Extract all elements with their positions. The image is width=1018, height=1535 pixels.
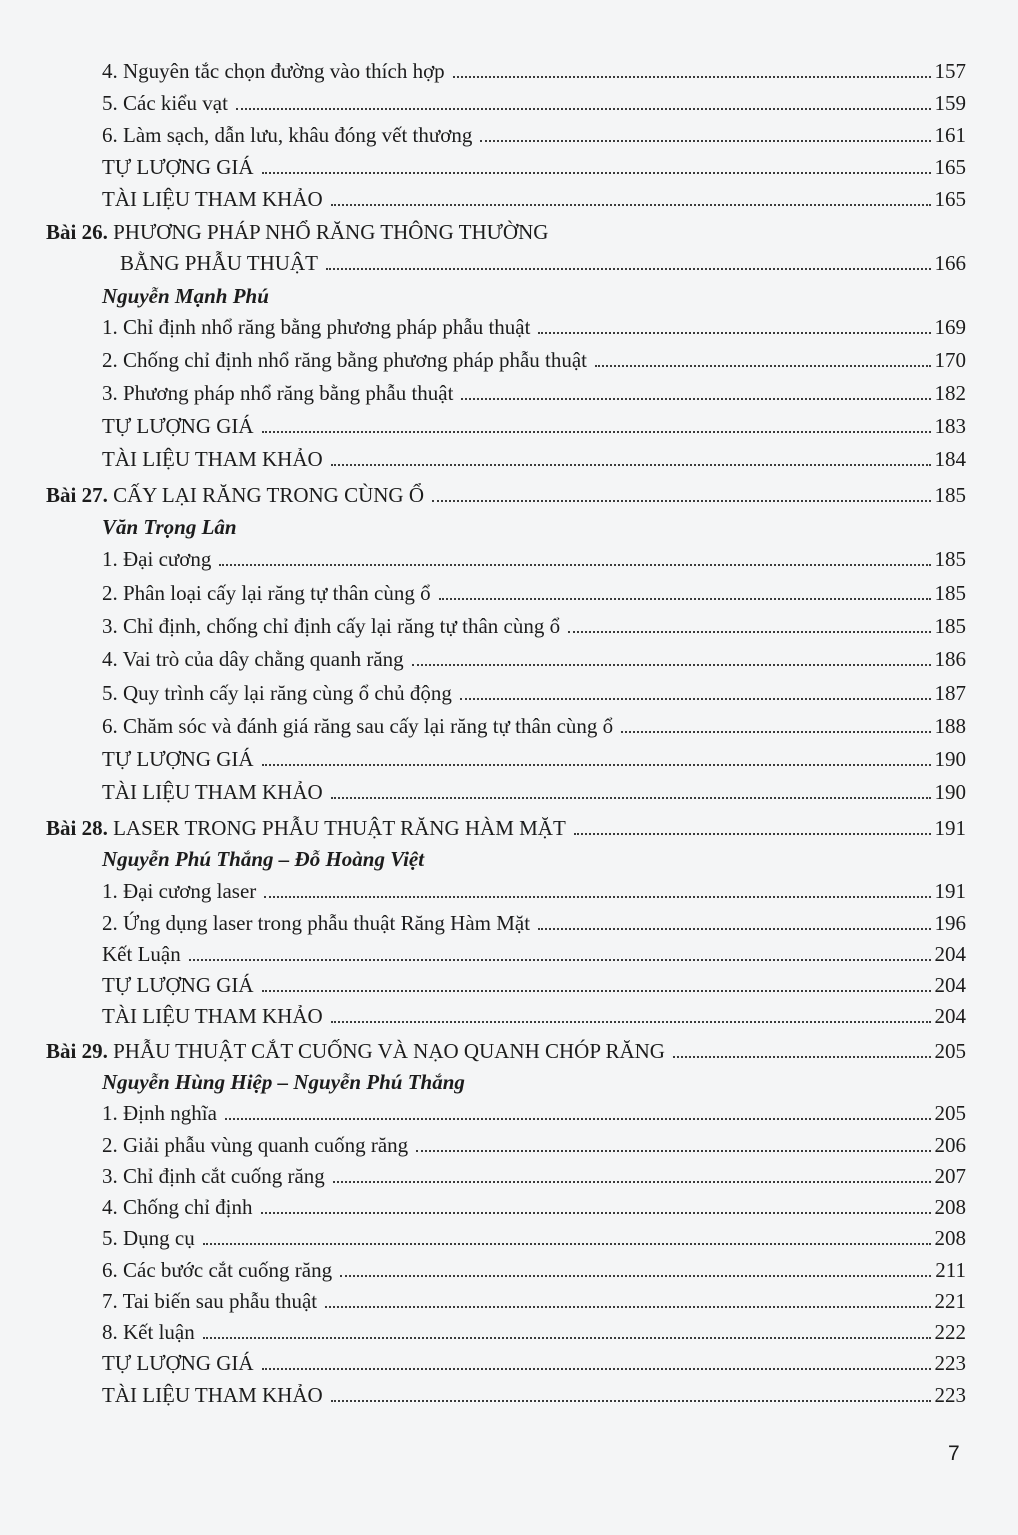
toc-page-number: 169 xyxy=(934,315,966,339)
dot-leader xyxy=(225,1118,931,1120)
dot-leader xyxy=(262,431,931,433)
toc-entry[interactable] xyxy=(102,546,966,572)
dot-leader xyxy=(412,664,931,666)
toc-entry-title: 3. Chỉ định cắt cuống răng xyxy=(102,1164,325,1188)
dot-leader xyxy=(331,797,931,799)
toc-page-number: 205 xyxy=(934,1101,966,1125)
toc-entry-title: 2. Chống chỉ định nhổ răng bằng phương pháp phẫu thuật xyxy=(102,348,587,372)
toc-entry[interactable] xyxy=(102,580,966,606)
toc-chapter-entry[interactable] xyxy=(120,250,966,276)
toc-entry-title: 4. Vai trò của dây chằng quanh răng xyxy=(102,647,404,671)
toc-entry-title: TÀI LIỆU THAM KHẢO xyxy=(102,780,323,804)
toc-page-number: 186 xyxy=(934,647,966,671)
dot-leader xyxy=(568,631,930,633)
dot-leader xyxy=(453,76,931,78)
dot-leader xyxy=(203,1243,931,1245)
toc-entry-title: TÀI LIỆU THAM KHẢO xyxy=(102,1383,323,1407)
toc-entry-title: 8. Kết luận xyxy=(102,1320,195,1344)
toc-entry[interactable] xyxy=(102,779,966,805)
toc-page-number: 208 xyxy=(934,1226,966,1250)
toc-entry-title: TỰ LƯỢNG GIÁ xyxy=(102,155,254,179)
toc-entry-title: 2. Ứng dụng laser trong phẫu thuật Răng Hàm Mặt xyxy=(102,911,531,935)
dot-leader xyxy=(673,1056,931,1058)
toc-entry[interactable] xyxy=(102,878,966,904)
dot-leader xyxy=(262,990,931,992)
dot-leader xyxy=(189,959,931,961)
toc-page-number: 182 xyxy=(934,381,966,405)
toc-entry[interactable] xyxy=(102,1003,966,1029)
toc-entry[interactable] xyxy=(102,1163,966,1189)
toc-chapter-entry[interactable] xyxy=(46,1038,966,1064)
chapter-number: Bài 29. xyxy=(46,1039,108,1063)
toc-entry[interactable] xyxy=(102,680,966,706)
dot-leader xyxy=(340,1275,931,1277)
toc-page-number: 190 xyxy=(934,747,966,771)
dot-leader xyxy=(574,833,931,835)
toc-entry[interactable] xyxy=(102,1225,966,1251)
toc-entry[interactable] xyxy=(102,646,966,672)
toc-entry-title: TÀI LIỆU THAM KHẢO xyxy=(102,187,323,211)
toc-entry[interactable] xyxy=(102,1319,966,1345)
toc-entry-title: 1. Đại cương xyxy=(102,547,212,571)
toc-entry-title: TỰ LƯỢNG GIÁ xyxy=(102,414,254,438)
toc-entry-title: 1. Chỉ định nhổ răng bằng phương pháp phẫu thuật xyxy=(102,315,531,339)
toc-entry-title: 2. Giải phẫu vùng quanh cuống răng xyxy=(102,1133,409,1157)
toc-page-number: 221 xyxy=(934,1289,966,1313)
toc-entry-title: 5. Dụng cụ xyxy=(102,1226,195,1250)
toc-entry-title: 2. Phân loại cấy lại răng tự thân cùng ổ xyxy=(102,581,431,605)
dot-leader xyxy=(460,698,931,700)
dot-leader xyxy=(538,332,930,334)
toc-entry[interactable] xyxy=(102,972,966,998)
toc-entry-title: 1. Đại cương laser xyxy=(102,879,257,903)
dot-leader xyxy=(325,1306,930,1308)
toc-entry[interactable] xyxy=(102,746,966,772)
toc-page-number: 223 xyxy=(934,1351,966,1375)
toc-page-number: 208 xyxy=(934,1195,966,1219)
toc-author: Nguyễn Mạnh Phú xyxy=(102,284,269,308)
toc-author: Nguyễn Phú Thắng – Đỗ Hoàng Việt xyxy=(102,847,425,871)
toc-entry[interactable] xyxy=(102,613,966,639)
toc-page-number: 159 xyxy=(934,91,966,115)
toc-entry[interactable] xyxy=(102,910,966,936)
toc-entry-title: TỰ LƯỢNG GIÁ xyxy=(102,973,254,997)
dot-leader xyxy=(203,1337,931,1339)
toc-page-number: 196 xyxy=(934,911,966,935)
chapter-title: LASER TRONG PHẪU THUẬT RĂNG HÀM MẶT xyxy=(113,816,566,840)
toc-entry-title: 6. Các bước cắt cuống răng xyxy=(102,1258,333,1282)
toc-entry[interactable] xyxy=(102,58,966,84)
toc-page-number: 191 xyxy=(934,816,966,840)
toc-entry[interactable] xyxy=(102,1100,966,1126)
dot-leader xyxy=(331,204,931,206)
dot-leader xyxy=(333,1181,931,1183)
toc-page-number: 165 xyxy=(934,155,966,179)
toc-page-number: 223 xyxy=(934,1383,966,1407)
toc-entry-title: 6. Làm sạch, dẫn lưu, khâu đóng vết thương xyxy=(102,123,473,147)
toc-entry[interactable] xyxy=(102,446,966,472)
dot-leader xyxy=(331,1021,931,1023)
toc-page-number: 170 xyxy=(934,348,966,372)
toc-page-number: 222 xyxy=(934,1320,966,1344)
dot-leader xyxy=(262,1368,931,1370)
dot-leader xyxy=(236,108,931,110)
toc-chapter-entry[interactable] xyxy=(46,482,966,508)
toc-entry[interactable] xyxy=(102,186,966,212)
dot-leader xyxy=(264,896,930,898)
dot-leader xyxy=(262,172,931,174)
toc-entry-title: TÀI LIỆU THAM KHẢO xyxy=(102,1004,323,1028)
toc-page-number: 184 xyxy=(934,447,966,471)
chapter-title: CẤY LẠI RĂNG TRONG CÙNG Ổ xyxy=(113,483,425,507)
toc-entry[interactable] xyxy=(102,1257,966,1283)
toc-entry[interactable] xyxy=(102,1382,966,1408)
toc-page-number: 206 xyxy=(934,1133,966,1157)
dot-leader xyxy=(432,500,930,502)
chapter-title: PHƯƠNG PHÁP NHỔ RĂNG THÔNG THƯỜNG xyxy=(113,220,549,244)
chapter-number: Bài 28. xyxy=(46,816,108,840)
toc-entry[interactable] xyxy=(102,380,966,406)
toc-page-number: 187 xyxy=(934,681,966,705)
dot-leader xyxy=(480,140,930,142)
toc-entry[interactable] xyxy=(102,1132,966,1158)
toc-entry-title: 7. Tai biến sau phẫu thuật xyxy=(102,1289,318,1313)
toc-entry-title: 3. Chỉ định, chống chỉ định cấy lại răng tự thân cùng ổ xyxy=(102,614,561,638)
dot-leader xyxy=(331,1400,931,1402)
toc-page-number: 205 xyxy=(934,1039,966,1063)
dot-leader xyxy=(326,268,931,270)
toc-entry[interactable] xyxy=(102,1288,966,1314)
toc-page-number: 190 xyxy=(934,780,966,804)
toc-entry[interactable] xyxy=(102,90,966,116)
page-number: 7 xyxy=(948,1442,960,1465)
toc-entry-title: 1. Định nghĩa xyxy=(102,1101,217,1125)
toc-entry-title: 5. Các kiểu vạt xyxy=(102,91,228,115)
toc-author: Nguyễn Hùng Hiệp – Nguyễn Phú Thắng xyxy=(102,1070,465,1094)
toc-page-number: 204 xyxy=(934,942,966,966)
chapter-title: BẰNG PHẪU THUẬT xyxy=(120,251,318,275)
toc-entry[interactable] xyxy=(102,1194,966,1220)
toc-entry[interactable] xyxy=(102,413,966,439)
toc-entry[interactable] xyxy=(102,1350,966,1376)
chapter-number: Bài 26. xyxy=(46,220,108,244)
toc-entry-title: TỰ LƯỢNG GIÁ xyxy=(102,747,254,771)
chapter-title: PHẪU THUẬT CẮT CUỐNG VÀ NẠO QUANH CHÓP RĂNG xyxy=(113,1039,665,1063)
dot-leader xyxy=(262,764,931,766)
toc-page-number: 191 xyxy=(934,879,966,903)
toc-page-number: 165 xyxy=(934,187,966,211)
toc-page-number: 204 xyxy=(934,973,966,997)
dot-leader xyxy=(416,1150,930,1152)
toc-entry-title: 4. Chống chỉ định xyxy=(102,1195,253,1219)
toc-entry-title: 5. Quy trình cấy lại răng cùng ổ chủ động xyxy=(102,681,452,705)
toc-page-number: 185 xyxy=(934,581,966,605)
toc-page-number: 161 xyxy=(934,123,966,147)
toc-entry-title: TỰ LƯỢNG GIÁ xyxy=(102,1351,254,1375)
toc-page-number: 185 xyxy=(934,547,966,571)
dot-leader xyxy=(219,564,930,566)
toc-entry-title: 3. Phương pháp nhổ răng bằng phẫu thuật xyxy=(102,381,454,405)
toc-entry[interactable] xyxy=(102,314,966,340)
toc-page-number: 183 xyxy=(934,414,966,438)
toc-page-number: 166 xyxy=(934,251,966,275)
toc-page-number: 207 xyxy=(934,1164,966,1188)
dot-leader xyxy=(261,1212,931,1214)
toc-page-number: 204 xyxy=(934,1004,966,1028)
toc-entry[interactable] xyxy=(102,347,966,373)
toc-chapter-entry[interactable] xyxy=(46,219,966,245)
toc-page-number: 157 xyxy=(934,59,966,83)
dot-leader xyxy=(621,731,930,733)
toc-entry[interactable] xyxy=(102,154,966,180)
toc-entry-title: 4. Nguyên tắc chọn đường vào thích hợp xyxy=(102,59,445,83)
toc-entry[interactable] xyxy=(102,941,966,967)
toc-page-number: 211 xyxy=(935,1258,966,1282)
chapter-number: Bài 27. xyxy=(46,483,108,507)
dot-leader xyxy=(595,365,931,367)
dot-leader xyxy=(538,928,930,930)
toc-chapter-entry[interactable] xyxy=(46,815,966,841)
toc-author: Văn Trọng Lân xyxy=(102,515,237,539)
dot-leader xyxy=(439,598,931,600)
dot-leader xyxy=(461,398,930,400)
toc-page-number: 188 xyxy=(934,714,966,738)
toc-page-number: 185 xyxy=(934,614,966,638)
toc-entry-title: 6. Chăm sóc và đánh giá răng sau cấy lại răng tự thân cùng ổ xyxy=(102,714,614,738)
toc-entry-title: TÀI LIỆU THAM KHẢO xyxy=(102,447,323,471)
dot-leader xyxy=(331,464,931,466)
toc-entry-title: Kết Luận xyxy=(102,942,181,966)
toc-entry[interactable] xyxy=(102,122,966,148)
toc-entry[interactable] xyxy=(102,713,966,739)
toc-page-number: 185 xyxy=(934,483,966,507)
